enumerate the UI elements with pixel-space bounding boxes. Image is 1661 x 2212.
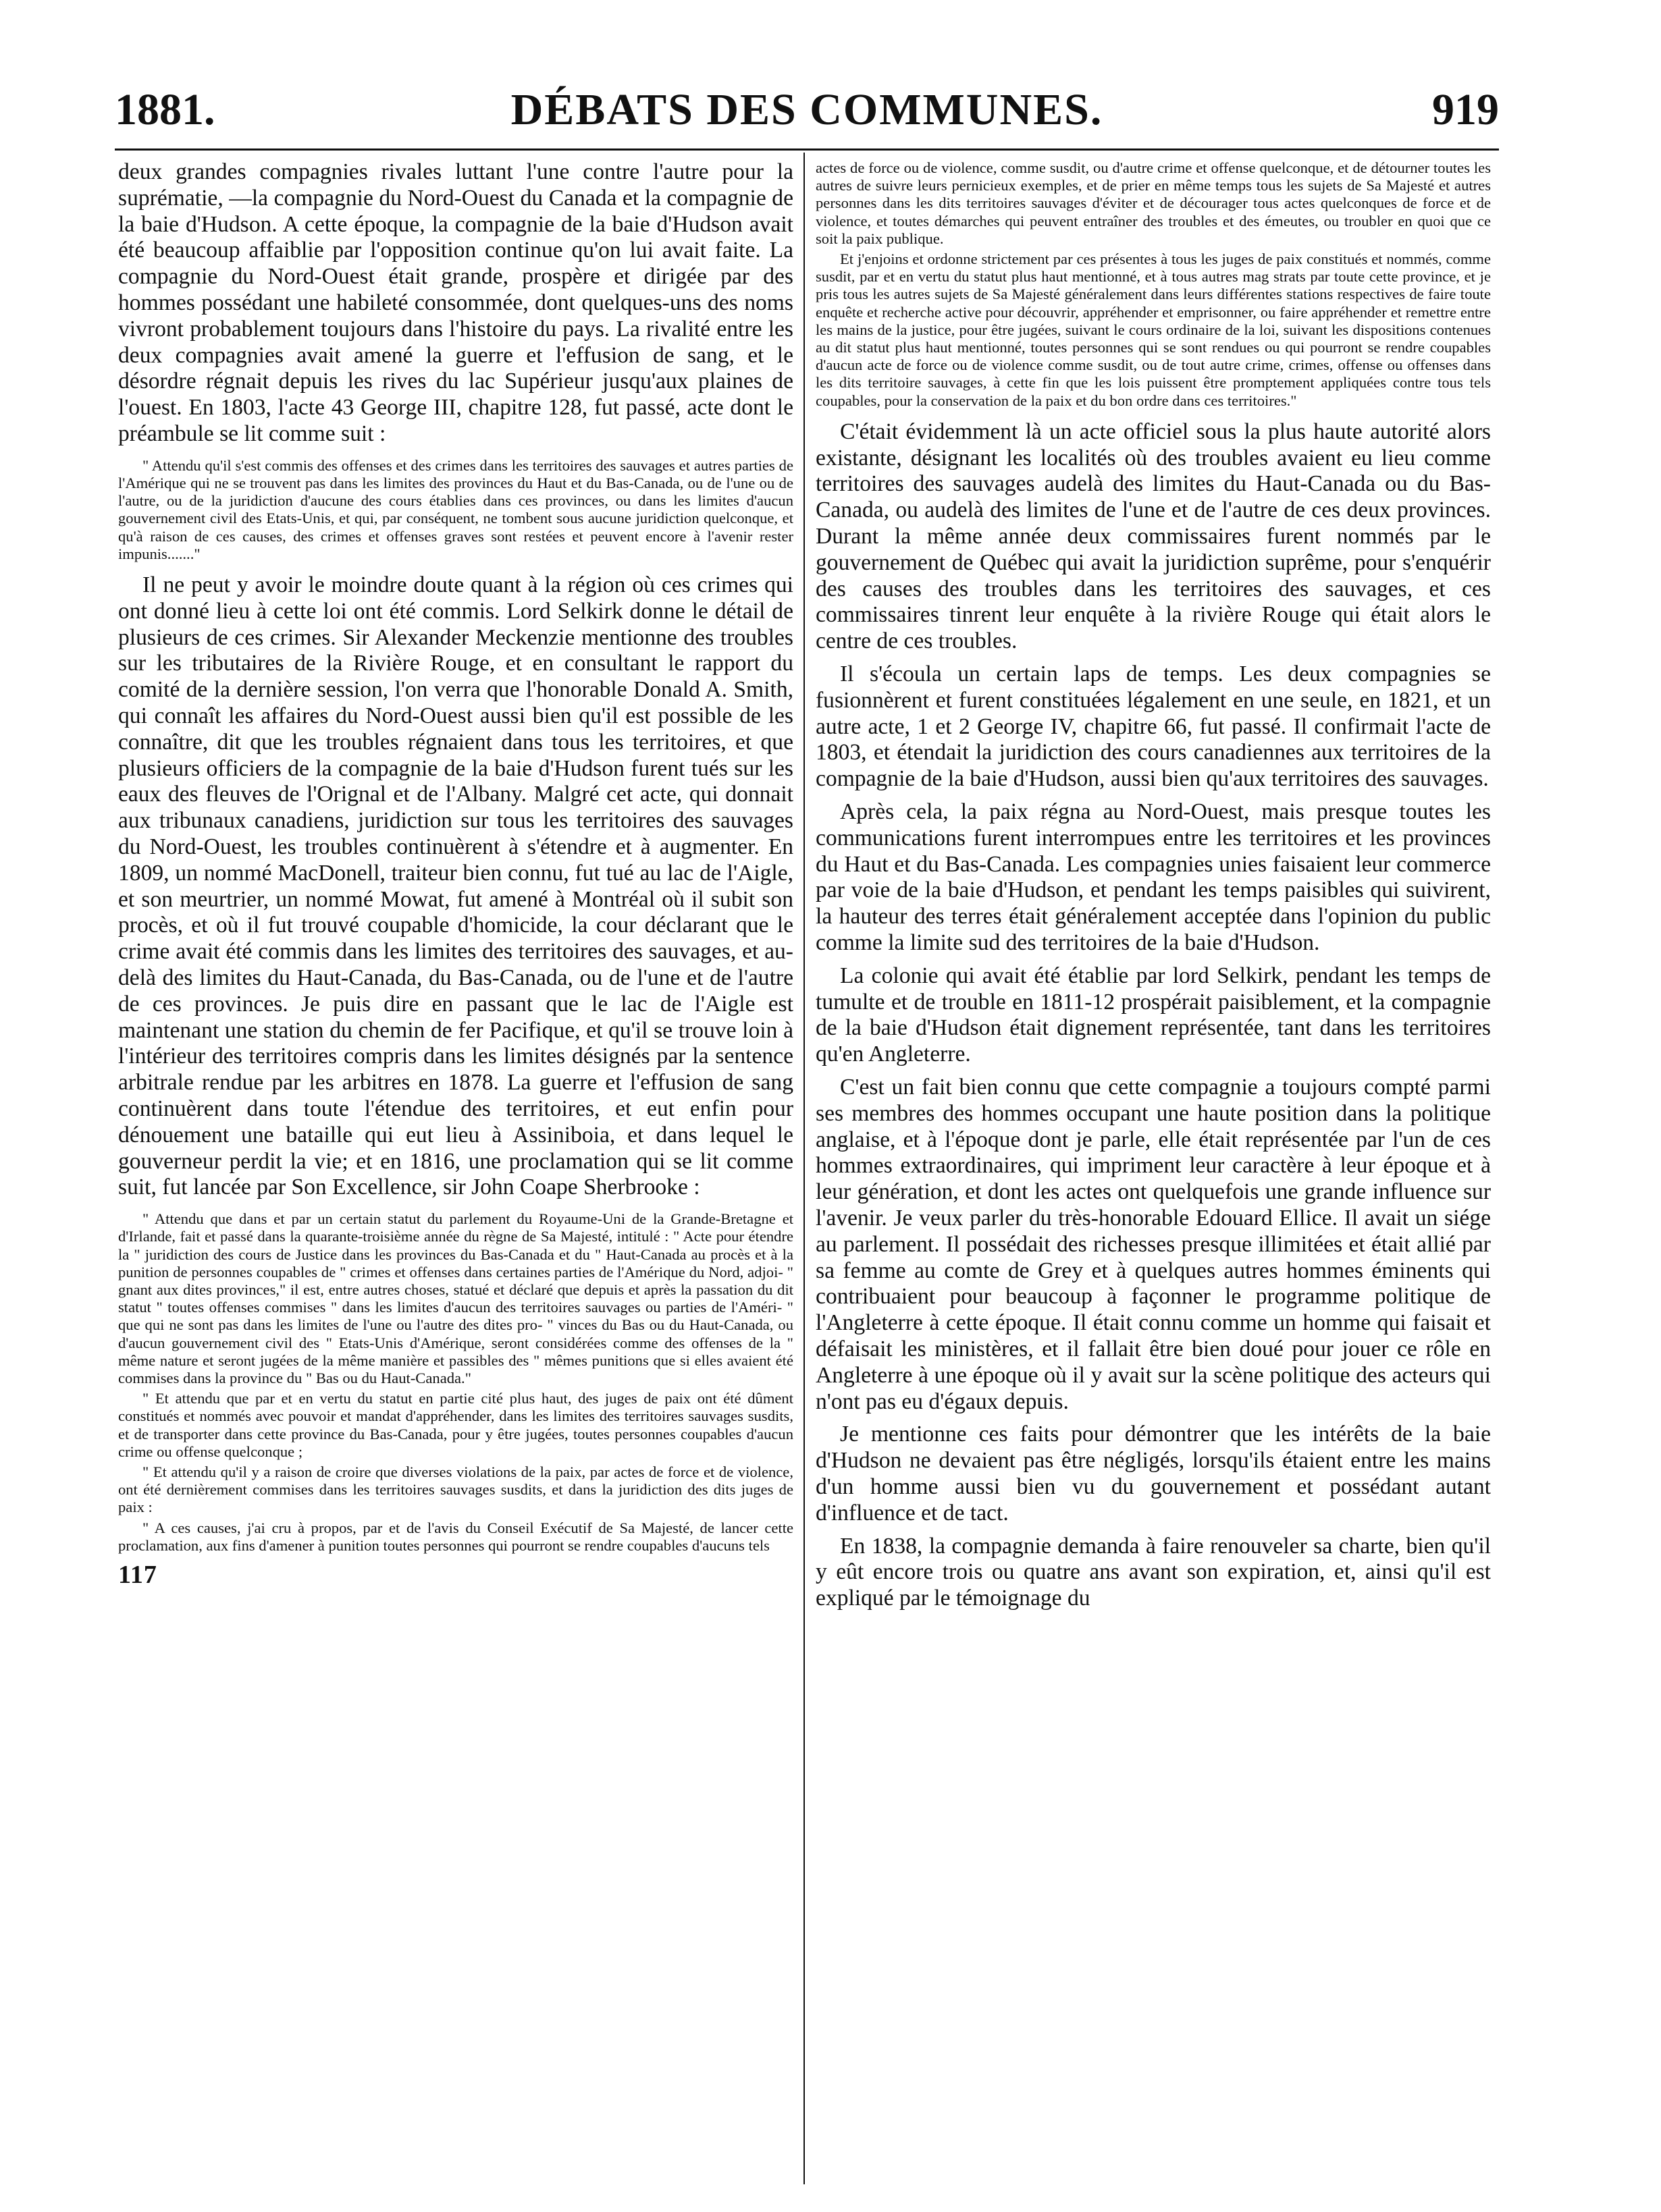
signature-folio: 117 bbox=[118, 1560, 157, 1589]
left-column bbox=[118, 159, 793, 1590]
header-title: DÉBATS DES COMMUNES. bbox=[510, 85, 1103, 134]
paragraph: C'est un fait bien connu que cette compagnie a toujours compté parmi ses membres des hommes occupant une haute position dans la politique anglaise, et à l'époque dont je parle, elle était représentée par l'un de ces hommes extraordinaires, qui impriment leur caractère à leur époque et à leur génération, et dont les actes ont quelquefois une grande influence sur l'avenir. Je veux parler du très-honorable Edouard Ellice. Il avait un siége au parlement. Il possédait des richesses presque illimitées et était allié par sa femme au comte de Grey et à quelques autres hommes éminents qui contribuaient pour beaucoup à façonner le programme politique de l'Angleterre à cette époque. Il était connu comme un homme qui faisait et défaisait les ministères, et il fallait être bien doué pour jouer ce rôle en Angleterre à une époque où il y avait sur la scène politique des acteurs qui n'ont pas eu d'égaux depuis. bbox=[816, 1074, 1491, 1414]
quotation: actes de force ou de violence, comme susdit, ou d'autre crime et offense quelconque, et de détourner toutes les autres de suivre leurs pernicieux exemples, et de prier en même temps tous les sujets de Sa Majesté et autres personnes dans les dits territoires sauvages d'éviter et de décourager tous actes quelconques de force et de violence, et toutes démarches qui peuvent entraîner des troubles et des émeutes, ou troubler en quoi que ce soit la paix publique. bbox=[816, 159, 1491, 247]
header-rule bbox=[115, 149, 1499, 151]
paragraph: Il ne peut y avoir le moindre doute quant à la région où ces crimes qui ont donné lieu à cette loi ont été commis. Lord Selkirk donne le détail de plusieurs de ces crimes. Sir Alexander Meckenzie mentionne des troubles sur les tributaires de la Rivière Rouge, et en consultant le rapport du comité de la dernière session, l'on verra que l'honorable Donald A. Smith, qui connaît les affaires du Nord-Ouest aussi bien qu'il est possible de les connaître, dit que les troubles régnaient dans tous les territoires, et que plusieurs officiers de la compagnie de la baie d'Hudson furent tués sur les eaux des fleuves de l'Orignal et de l'Albany. Malgré cet acte, qui donnait aux tribunaux canadiens, juridiction sur tous les territoires des sauvages du Nord-Ouest, les troubles continuèrent à s'étendre et à augmenter. En 1809, un nommé MacDonell, traiteur bien connu, fut tué au lac de l'Aigle, et son meurtrier, un nommé Mowat, fut amené à Montréal où il subit son procès, et où il fut trouvé coupable d'homicide, la cour déclarant que le crime avait été commis dans les limites des territoires des sauvages, et au-delà des limites du Haut-Canada, du Bas-Canada, ou de l'une et de l'autre de ces provinces. Je puis dire en passant que le lac de l'Aigle est maintenant une station du chemin de fer Pacifique, et qu'il se trouve loin à l'intérieur des territoires compris dans les limites désignés par la sentence arbitrale rendue par les arbitres en 1878. La guerre et l'effusion de sang continuèrent dans toute l'étendue des territoires, et eut enfin pour dénouement une bataille qui eut lieu à Assiniboia, et dans lequel le gouverneur perdit la vie; et en 1816, une proclamation qui se lit comme suit, fut lancée par Son Excellence, sir John Coape Sherbrooke : bbox=[118, 572, 793, 1200]
header-year: 1881. bbox=[115, 85, 215, 134]
paragraph: La colonie qui avait été établie par lord Selkirk, pendant les temps de tumulte et de trouble en 1811-12 prospérait paisiblement, et la compagnie de la baie d'Hudson était dignement représentée, tant dans les territoires qu'en Angleterre. bbox=[816, 963, 1491, 1067]
column-divider bbox=[803, 153, 805, 2184]
paragraph: Je mentionne ces faits pour démontrer que les intérêts de la baie d'Hudson ne devaient pas être négligés, lorsqu'ils étaient entre les mains d'un homme aussi bien vu du gouvernement et possédant autant d'influence et de tact. bbox=[816, 1422, 1491, 1526]
paragraph: Il s'écoula un certain laps de temps. Les deux compagnies se fusionnèrent et furent constituées légalement en une seule, en 1821, et un autre acte, 1 et 2 George IV, chapitre 66, fut passé. Il confirmait l'acte de 1803, et étendait la juridiction des cours canadiennes aux territoires de la compagnie de la baie d'Hudson, aussi bien qu'aux territoires des sauvages. bbox=[816, 662, 1491, 792]
quotation: Et j'enjoins et ordonne strictement par ces présentes à tous les juges de paix constitués et nommés, comme susdit, par et en vertu du statut plus haut mentionné, et à tous autres mag strats par toute cette province, et je pris tous les autres sujets de Sa Majesté généralement dans leurs différentes stations respectives de faire toute enquête et recherche active pour découvrir, appréhender et emprisonner, ou faire appréhender et remettre entre les mains de la justice, pour être jugées, suivant le cours ordinaire de la loi, suivant les dispositions contenues au dit statut plus haut mentionné, toutes personnes qui se sont rendues ou qui pourront se rendre coupables d'aucun acte de force ou de violence comme susdit, ou de tout autre crime, crimes, offense ou offenses dans les dits territoire sauvages, à cette fin que les lois puissent être promptement appliquées contre tous tels coupables, pour la conservation de la paix et du bon ordre dans ces territoires." bbox=[816, 250, 1491, 409]
quotation: " Et attendu qu'il y a raison de croire que diverses violations de la paix, par actes de force et de violence, ont été dernièrement commises dans les territoires sauvages susdits, et dans la juridiction des dits juges de paix : bbox=[118, 1463, 793, 1516]
right-column bbox=[816, 159, 1491, 1612]
paragraph: deux grandes compagnies rivales luttant l'une contre l'autre pour la suprématie, —la compagnie du Nord-Ouest du Canada et la compagnie de la baie d'Hudson. A cette époque, la compagnie de la baie d'Hudson avait été beaucoup affaiblie par l'opposition continue qu'on lui avait faite. La compagnie du Nord-Ouest était grande, prospère et dirigée par des hommes possédant une habileté consommée, dont quelques-uns des noms vivront probablement toujours dans l'histoire du pays. La rivalité entre les deux compagnies avait amené la guerre et l'effusion de sang, et le désordre régnait depuis les rives du lac Supérieur jusqu'aux plaines de l'ouest. En 1803, l'acte 43 George III, chapitre 128, fut passé, acte dont le préambule se lit comme suit : bbox=[118, 159, 793, 446]
quotation: " Attendu qu'il s'est commis des offenses et des crimes dans les territoires des sauvages et autres parties de l'Amérique qui ne se trouvent pas dans les limites des provinces du Haut et du Bas-Canada, ou de l'une ou de l'autre, ou de la juridiction d'aucune des cours établies dans ces provinces, ou dans les limites d'aucun gouvernement civil des Etats-Unis, et qui, par conséquent, ne tombent sous aucune juridiction quelconque, et qu'à raison de ces causes, des crimes et offenses graves sont restées et peuvent encore à l'avenir rester impunis......." bbox=[118, 456, 793, 562]
paragraph: C'était évidemment là un acte officiel sous la plus haute autorité alors existante, désignant les localités où des troubles avaient eu lieu comme territoires des sauvages audelà des limites du Haut-Canada ou du Bas-Canada, ou audelà des limites de l'une et de l'autre de ces deux provinces. Durant la même année deux commissaires furent nommés par le gouvernement de Québec qui avait la juridiction suprême, pour s'enquérir des causes des troubles dans les territoires des sauvages, et ces commissaires tinrent leur enquête à la rivière Rouge qui était alors le centre de ces troubles. bbox=[816, 419, 1491, 654]
quotation: " Et attendu que par et en vertu du statut en partie cité plus haut, des juges de paix ont été dûment constitués et nommés avec pouvoir et mandat d'appréhender, dans les limites des territoires sauvages susdits, et de transporter dans cette province du Bas-Canada, pour y être jugées, toutes personnes coupables d'aucun crime ou offense quelconque ; bbox=[118, 1390, 793, 1460]
page-header bbox=[115, 80, 1499, 140]
paragraph: En 1838, la compagnie demanda à faire renouveler sa charte, bien qu'il y eût encore trois ou quatre ans avant son expiration, et, ainsi qu'il est expliqué par le témoignage du bbox=[816, 1533, 1491, 1611]
header-page-number: 919 bbox=[1432, 85, 1499, 134]
paragraph: Après cela, la paix régna au Nord-Ouest, mais presque toutes les communications furent interrompues entre les territoires et les provinces du Haut et du Bas-Canada. Les compagnies unies faisaient leur commerce par voie de la baie d'Hudson, et pendant les temps paisibles qui suivirent, la hauteur des terres était généralement acceptée dans l'opinion du public comme la limite sud des territoires de la baie d'Hudson. bbox=[816, 799, 1491, 955]
quotation: " A ces causes, j'ai cru à propos, par et de l'avis du Conseil Exécutif de Sa Majesté, de lancer cette proclamation, aux fins d'amener à punition toutes personnes qui pourront se rendre coupables d'aucuns tels bbox=[118, 1519, 793, 1554]
quotation: " Attendu que dans et par un certain statut du parlement du Royaume-Uni de la Grande-Bretagne et d'Irlande, fait et passé dans la quarante-troisième année du règne de Sa Majesté, intitulé : " Acte pour étendre la " juridiction des cours de Justice dans les provinces du Bas-Canada et du " Haut-Canada au procès et à la punition de personnes coupables de " crimes et offenses dans certaines parties de l'Amérique du Nord, adjoi- " gnant aux dites provinces," il est, entre autres choses, statué et déclaré que depuis et après la passation du dit statut " toutes offenses commises " dans les limites d'aucun des territoires sauvages ou parties de l'Améri- " que qui ne sont pas dans les limites de l'une ou l'autre des dites pro- " vinces du Bas ou du Haut-Canada, ou d'aucun gouvernement civil des " Etats-Unis d'Amérique, seront considérées comme des offenses de la " même nature et seront jugées de la même manière et passibles des " mêmes punitions que si elles avaient été commises dans la province du " Bas ou du Haut-Canada." bbox=[118, 1210, 793, 1386]
